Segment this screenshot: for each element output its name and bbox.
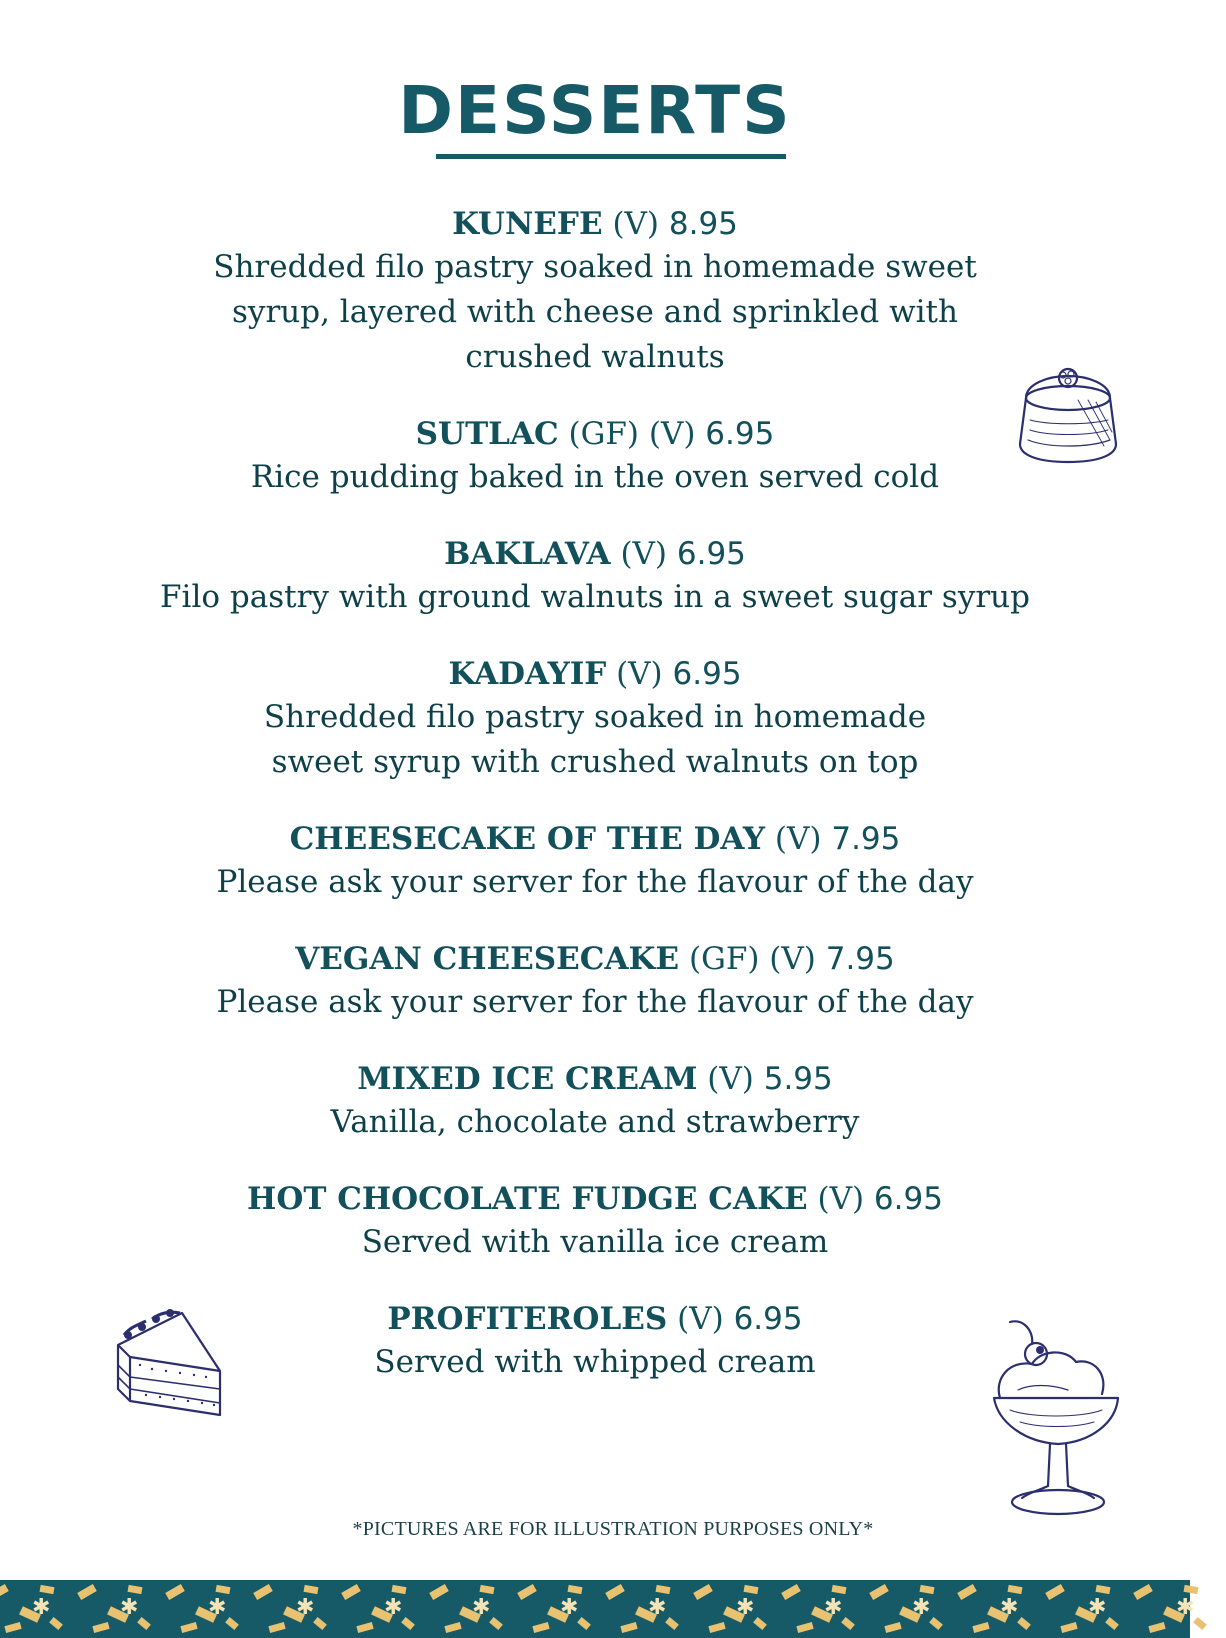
ice-cream-sundae-icon [990,1318,1125,1528]
item-tags: (V) [817,1181,865,1217]
item-heading [0,1178,1190,1220]
item-tags: (V) [707,1061,754,1097]
title-underline [436,154,786,159]
item-tags: (V) [612,206,660,242]
pattern-star: ✱ [1000,1595,1019,1620]
pudding-icon [1008,360,1128,465]
item-description-line: crushed walnuts [465,339,725,375]
menu-item-kunefe [0,203,1190,380]
item-description-line: Filo pastry with ground walnuts in a sweet sugar syrup [160,579,1030,615]
item-description-line: Served with whipped cream [374,1344,816,1380]
menu-item-mixed-ice-cream [0,1058,1190,1145]
item-name: SUTLAC [415,416,559,452]
item-name: VEGAN CHEESECAKE [295,941,680,977]
pattern-star: ✱ [208,1595,227,1620]
item-description-line: Please ask your server for the flavour of the day [216,864,974,900]
item-heading [0,818,1190,860]
item-price: 6.95 [873,1181,943,1217]
pattern-star: ✱ [824,1595,843,1620]
item-name: KUNEFE [452,206,603,242]
pattern-star: ✱ [736,1595,755,1620]
item-description-line: Vanilla, chocolate and strawberry [330,1104,860,1140]
item-tags: (GF) (V) [568,416,696,452]
item-name: MIXED ICE CREAM [357,1061,698,1097]
pattern-star: ✱ [912,1595,931,1620]
item-tags: (V) [620,536,668,572]
item-name: PROFITEROLES [387,1301,668,1337]
pattern-star: ✱ [384,1595,403,1620]
pattern-star: ✱ [120,1595,139,1620]
item-heading [0,653,1190,695]
item-price: 6.95 [672,656,742,692]
item-description-line: sweet syrup with crushed walnuts on top [271,744,919,780]
pattern-star: ✱ [1176,1595,1195,1620]
item-price: 6.95 [733,1301,803,1337]
item-description-line: Rice pudding baked in the oven served cold [250,459,940,495]
cake-slice-icon [110,1305,235,1430]
item-tags: (V) [616,656,663,692]
item-price: 7.95 [825,941,895,977]
illustration-disclaimer: *PICTURES ARE FOR ILLUSTRATION PURPOSES ONLY* [352,1518,874,1540]
item-description-line: syrup, layered with cheese and sprinkled with [232,294,958,330]
pattern-star: ✱ [32,1595,51,1620]
menu-item-baklava [0,533,1190,620]
item-name: BAKLAVA [444,536,611,572]
item-name: KADAYIF [448,656,607,692]
pattern-star: ✱ [560,1595,579,1620]
pattern-star: ✱ [296,1595,315,1620]
item-heading [0,938,1190,980]
item-heading [0,203,1190,245]
item-heading [0,533,1190,575]
item-description-line: Served with vanilla ice cream [361,1224,829,1260]
item-description-line: Shredded filo pastry soaked in homemade [263,699,927,735]
item-tags: (GF) (V) [688,941,816,977]
item-heading [0,1058,1190,1100]
pattern-star: ✱ [648,1595,667,1620]
decorative-pattern-border [0,1580,1195,1638]
menu-item-cheesecake-of-the-day [0,818,1190,905]
menu-item-hot-chocolate-fudge-cake [0,1178,1190,1265]
menu-item-kadayif [0,653,1190,785]
item-description-line: Please ask your server for the flavour of the day [216,984,974,1020]
page-title: DESSERTS [398,72,792,149]
pattern-tile [1193,1617,1207,1630]
item-tags: (V) [677,1301,724,1337]
pattern-star: ✱ [472,1595,491,1620]
item-price: 6.95 [676,536,746,572]
item-price: 8.95 [668,206,738,242]
item-name: HOT CHOCOLATE FUDGE CAKE [247,1181,808,1217]
item-tags: (V) [774,821,822,857]
item-price: 6.95 [705,416,775,452]
item-name: CHEESECAKE OF THE DAY [289,821,766,857]
item-description-line: Shredded filo pastry soaked in homemade sweet [213,249,977,285]
pattern-star: ✱ [1088,1595,1107,1620]
menu-item-vegan-cheesecake [0,938,1190,1025]
item-price: 7.95 [831,821,901,857]
item-price: 5.95 [763,1061,833,1097]
